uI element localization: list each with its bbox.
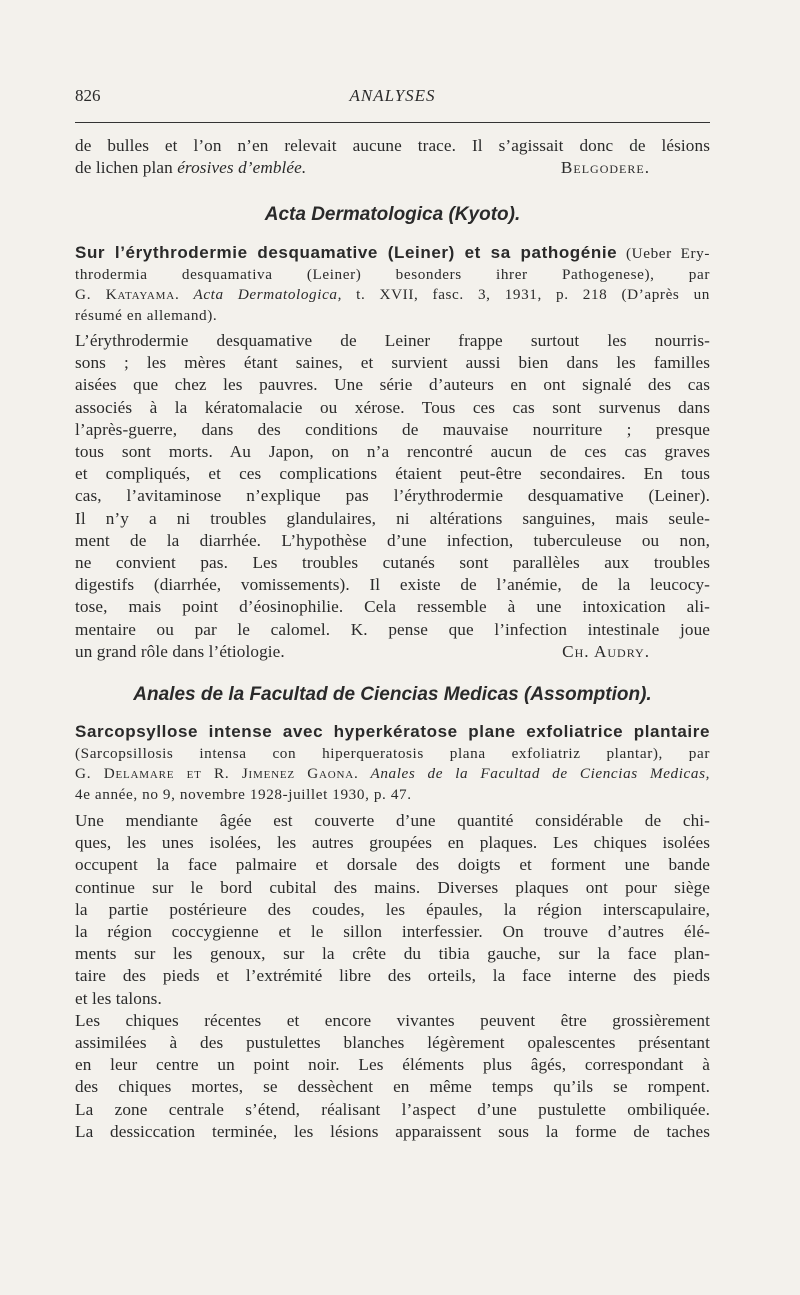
body-line: associés à la kératomalacie ou xérose. Tous ces cas sont survenus dans bbox=[75, 397, 710, 417]
citation-line: (Sarcopsillosis intensa con hiperqueratosis plana exfoliatriz plantar), par bbox=[75, 744, 710, 762]
body-line: mentaire ou par le calomel. K. pense que l’infection intestinale joue bbox=[75, 619, 710, 639]
author: G. Delamare et R. Jimenez Gaona. bbox=[75, 765, 359, 782]
body-line: L’érythrodermie desquamative de Leiner frappe surtout les nourris- bbox=[75, 331, 710, 350]
intro-text: de lichen plan bbox=[75, 158, 178, 178]
citation-text: t. XVII, fasc. 3, 1931, p. 218 (D’après un bbox=[342, 286, 710, 303]
body-line: ments sur les genoux, sur la crête du tibia gauche, sur la face plan- bbox=[75, 944, 710, 964]
citation-line bbox=[75, 285, 710, 306]
body-line: tous sont morts. Au Japon, on n’a rencontré aucun de ces cas graves bbox=[75, 442, 710, 462]
body-line: taire des pieds et l’extrémité libre des orteils, la face interne des pieds bbox=[75, 966, 710, 986]
citation-line: résumé en allemand). bbox=[75, 306, 218, 324]
intro-italic: érosives d’emblée. bbox=[177, 158, 307, 178]
journal-heading: Acta Dermatologica (Kyoto). bbox=[264, 204, 521, 225]
running-title: ANALYSES bbox=[349, 86, 436, 105]
body-line: occupent la face palmaire et dorsale des doigts et forment une bande bbox=[75, 855, 710, 875]
article-title: Sarcopsyllose intense avec hyperkératose plane exfoliatrice plantaire bbox=[75, 722, 710, 741]
body-line bbox=[75, 641, 710, 663]
section-acta bbox=[75, 204, 710, 226]
article-title: Sur l’érythrodermie desquamative (Leiner) et sa pathogénie bbox=[75, 243, 618, 262]
body-line: La dessiccation terminée, les lésions apparaissent sous la forme de taches bbox=[75, 1121, 710, 1141]
article-header-2 bbox=[75, 722, 710, 805]
body-line: la partie postérieure des coudes, les épaules, la région interscapulaire, bbox=[75, 899, 710, 919]
running-head bbox=[75, 86, 710, 110]
body-line: la région coccygienne et le sillon interfessier. On trouve d’autres élé- bbox=[75, 922, 710, 942]
section-anales bbox=[75, 684, 710, 706]
citation-line bbox=[75, 764, 710, 785]
body-line: Les chiques récentes et encore vivantes peuvent être grossièrement bbox=[75, 1010, 710, 1030]
body-line: ment de la diarrhée. L’hypothèse d’une infection, tuberculeuse ou non, bbox=[75, 530, 710, 550]
abstract-2 bbox=[75, 810, 710, 1143]
body-line: et compliqués, et ces complications étaient peut-être secondaires. En tous bbox=[75, 464, 710, 484]
author: G. Katayama. bbox=[75, 286, 180, 303]
citation-text: (Ueber Ery- bbox=[617, 245, 710, 262]
body-line: Il n’y a ni troubles glandulaires, ni altérations sanguines, mais seule- bbox=[75, 508, 710, 528]
header-rule bbox=[75, 122, 710, 123]
body-line: et les talons. bbox=[75, 988, 162, 1008]
journal-name: Acta Dermatologica, bbox=[179, 286, 343, 303]
journal-heading: Anales de la Facultad de Ciencias Medicas (Assomption). bbox=[133, 684, 652, 705]
body-line: sons ; les mères étant saines, et survient aussi bien dans les familles bbox=[75, 353, 710, 373]
body-line: en leur centre un point noir. Les éléments plus âgés, correspondant à bbox=[75, 1055, 710, 1075]
body-line: assimilées à des pustulettes blanches légèrement opalescentes présentant bbox=[75, 1033, 710, 1053]
citation-line: throdermia desquamativa (Leiner) besonders ihrer Pathogenese), par bbox=[75, 265, 710, 283]
page-number: 826 bbox=[75, 86, 101, 105]
citation-line bbox=[75, 722, 710, 744]
body-line: l’après-guerre, dans des conditions de mauvaise nourriture ; presque bbox=[75, 419, 710, 439]
body-line: ques, les unes isolées, les autres groupées en plaques. Les chiques isolées bbox=[75, 833, 710, 853]
abstract-1 bbox=[75, 330, 710, 663]
article-header-1 bbox=[75, 243, 710, 326]
signature: Belgodere. bbox=[560, 158, 650, 178]
journal-name: Anales de la Facultad de Ciencias Medicas, bbox=[358, 765, 710, 782]
body-line: cas, l’avitaminose n’explique pas l’érythrodermie desquamative (Leiner). bbox=[75, 486, 710, 506]
citation-line bbox=[75, 243, 710, 265]
body-line: continue sur le bord cubital des mains. Diverses plaques ont pour siège bbox=[75, 877, 710, 897]
intro-line: de bulles et l’on n’en relevait aucune trace. Il s’agissait donc de lésions bbox=[75, 136, 710, 155]
body-line: des chiques mortes, se dessèchent en même temps qu’ils se rompent. bbox=[75, 1077, 710, 1097]
intro-line bbox=[75, 157, 710, 179]
body-line: tose, mais point d’éosinophilie. Cela ressemble à une intoxication ali- bbox=[75, 597, 710, 617]
body-line: aisées que chez les pauvres. Une série d’auteurs en ont signalé des cas bbox=[75, 375, 710, 395]
body-line: Une mendiante âgée est couverte d’une quantité considérable de chi- bbox=[75, 811, 710, 830]
signature: Ch. Audry. bbox=[562, 641, 650, 661]
body-text: un grand rôle dans l’étiologie. bbox=[75, 641, 285, 661]
body-line: ne convient pas. Les troubles cutanés sont parallèles aux troubles bbox=[75, 553, 710, 573]
intro-block bbox=[75, 135, 710, 179]
body-line: La zone centrale s’étend, réalisant l’aspect d’une pustulette ombiliquée. bbox=[75, 1099, 710, 1119]
citation-line: 4e année, no 9, novembre 1928-juillet 1930, p. 47. bbox=[75, 785, 412, 803]
body-line: digestifs (diarrhée, vomissements). Il existe de l’anémie, de la leucocy- bbox=[75, 575, 710, 595]
